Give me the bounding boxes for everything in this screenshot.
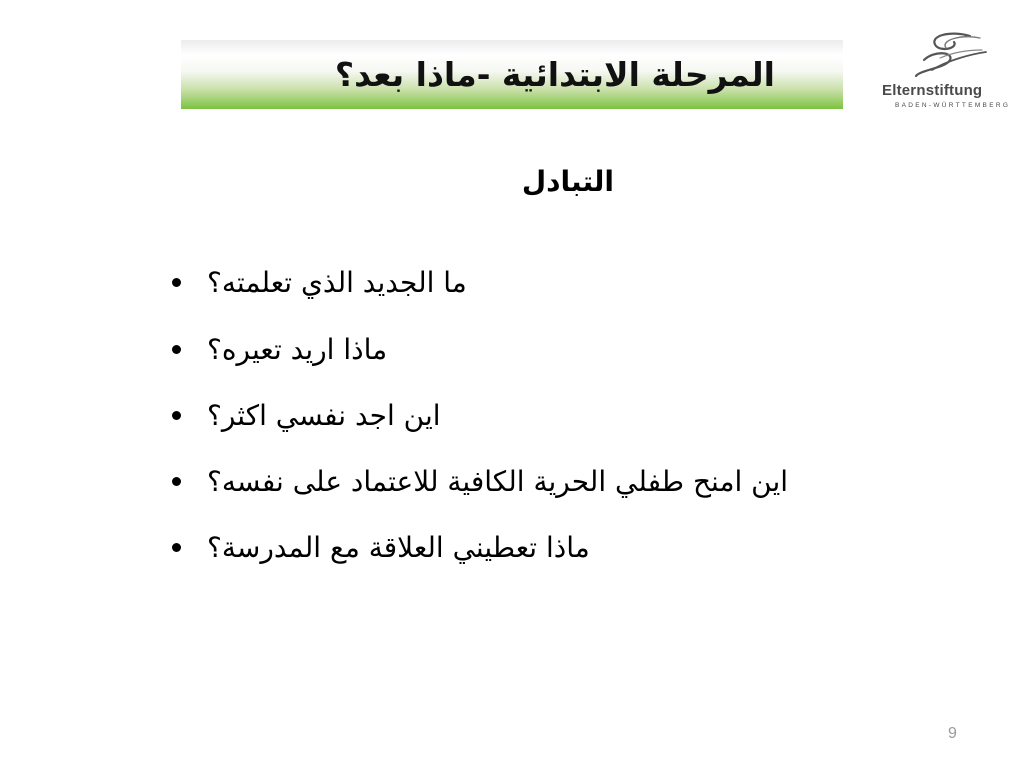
- bullet-text: ماذا اريد تعيره؟: [207, 332, 388, 366]
- bullet-dot-icon: [172, 543, 181, 552]
- list-item: [172, 262, 467, 302]
- logo-name: Elternstiftung: [882, 82, 983, 99]
- list-item: [172, 329, 387, 369]
- section-heading: التبادل: [521, 165, 614, 198]
- bullet-text: اين امنح طفلي الحرية الكافية للاعتماد على نفسه؟: [207, 464, 789, 498]
- list-item: [172, 461, 788, 501]
- bullet-dot-icon: [172, 411, 181, 420]
- bullet-dot-icon: [172, 278, 181, 287]
- bullet-dot-icon: [172, 477, 181, 486]
- list-item: [172, 527, 590, 567]
- list-item: [172, 395, 441, 435]
- bullet-text: ماذا تعطيني العلاقة مع المدرسة؟: [207, 530, 590, 564]
- bullet-dot-icon: [172, 345, 181, 354]
- page-number: 9: [948, 725, 957, 742]
- bullet-text: اين اجد نفسي اكثر؟: [207, 398, 441, 432]
- slide-title: المرحلة الابتدائية -ماذا بعد؟: [334, 55, 775, 94]
- logo-subtitle: BADEN-WÜRTTEMBERG: [895, 102, 1011, 109]
- bullet-text: ما الجديد الذي تعلمته؟: [207, 265, 467, 299]
